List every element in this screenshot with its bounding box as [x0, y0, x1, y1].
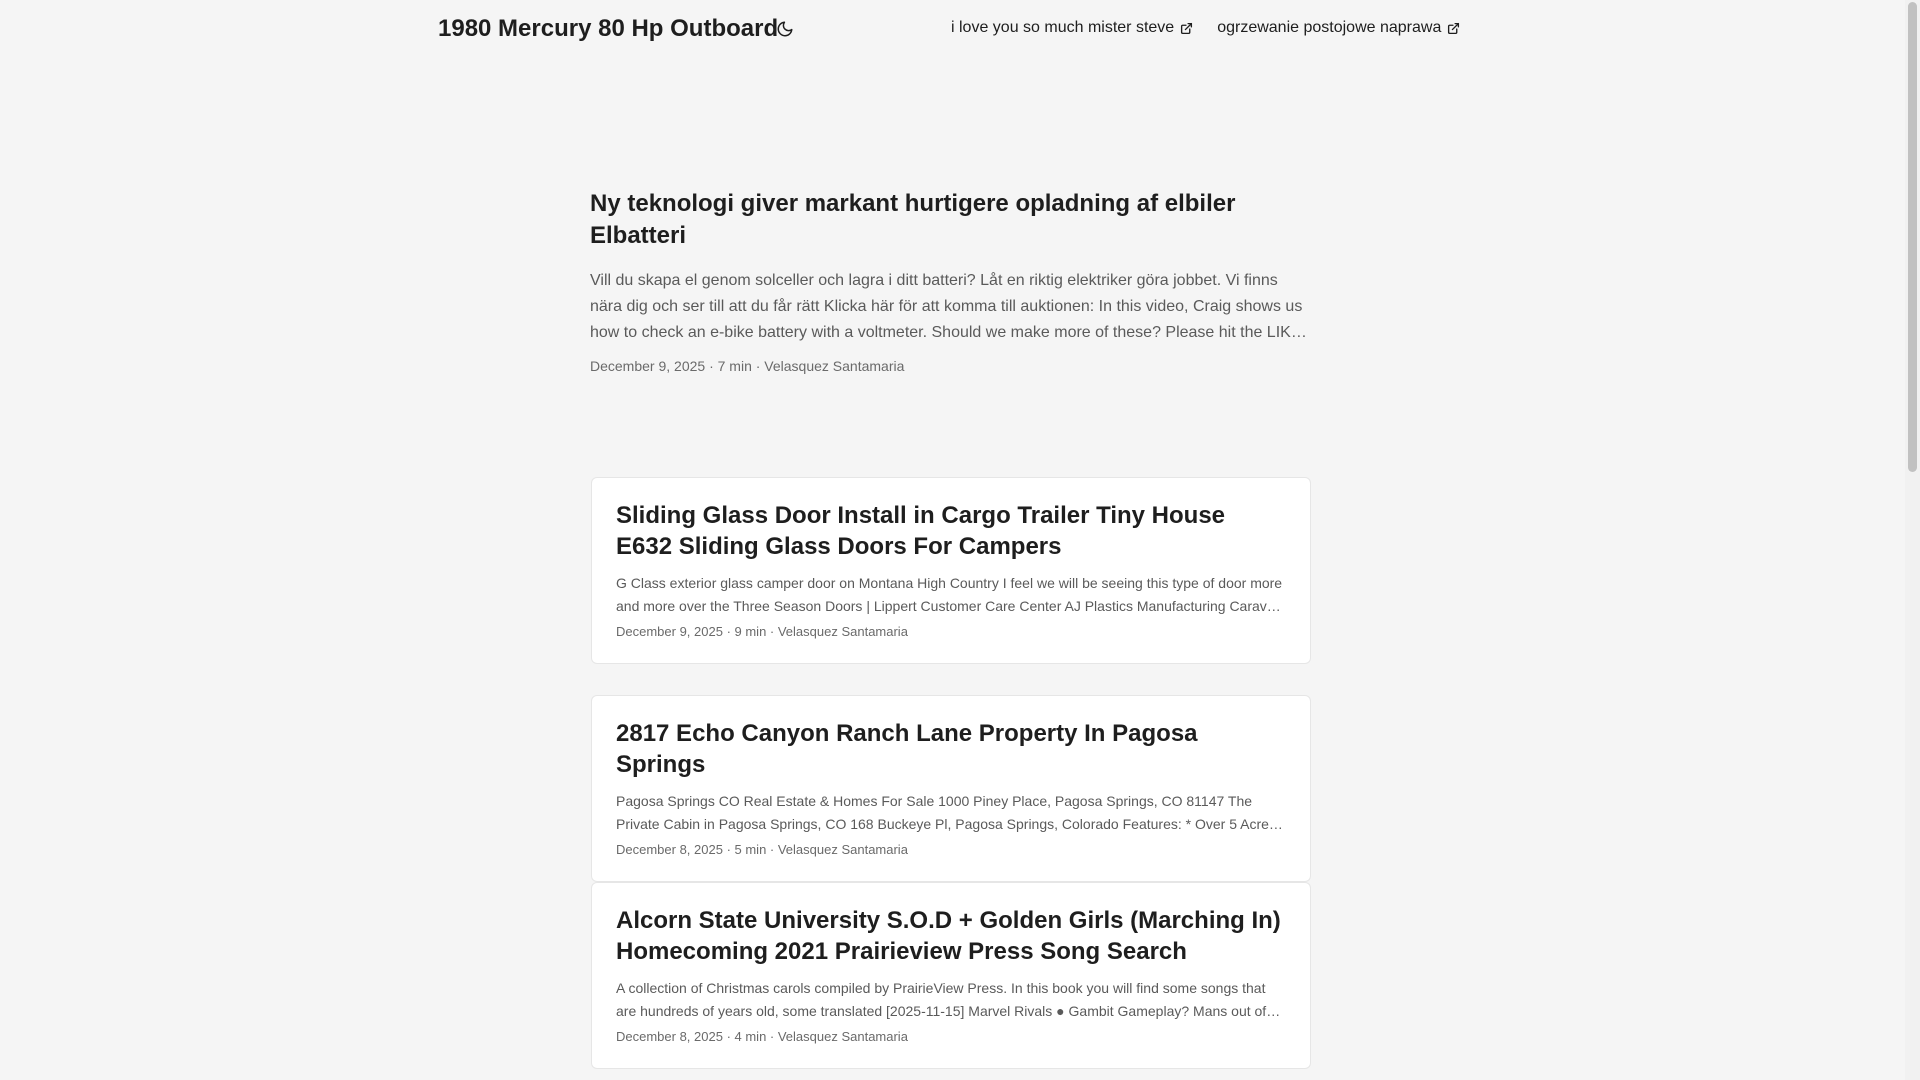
- post-card[interactable]: [591, 882, 1311, 1069]
- top-nav: [951, 19, 1460, 37]
- site-title[interactable]: 1980 Mercury 80 Hp Outboard: [438, 15, 779, 42]
- featured-post-summary: Vill du skapa el genom solceller och lagra i ditt batteri? Låt en riktig elektriker göra jobbet. Vi finns nära dig och ser till att du får rätt Klicka här för att komma till auktionen: In this video, Craig shows us how to check an e-bike battery with a voltmeter. Should we make more of these? Please hit the LIKE: [590, 272, 1303, 341]
- featured-post[interactable]: [590, 188, 1312, 374]
- scrollbar-thumb[interactable]: [1908, 2, 1917, 472]
- post-card-summary: Pagosa Springs CO Real Estate & Homes For Sale 1000 Piney Place, Pagosa Springs, CO 81147 The Private Cabin in Pagosa Springs, CO 168 Buckeye Pl, Pagosa Springs, Colorado Features: * Over 5 Acres *: [616, 793, 1286, 832]
- moon-icon[interactable]: [776, 20, 794, 38]
- page-scrollbar[interactable]: [1905, 0, 1920, 1080]
- nav-link-2[interactable]: [1217, 19, 1460, 37]
- post-card-title[interactable]: Sliding Glass Door Install in Cargo Trailer Tiny House E632 Sliding Glass Doors For Campers: [616, 502, 1226, 560]
- post-card-meta: December 9, 2025 · 9 min · Velasquez Santamaria: [616, 624, 908, 639]
- post-card-title[interactable]: 2817 Echo Canyon Ranch Lane Property In Pagosa Springs: [616, 720, 1198, 778]
- nav-link-label: i love you so much mister steve: [951, 19, 1175, 36]
- external-link-icon: [1447, 22, 1460, 35]
- post-card-title[interactable]: Alcorn State University S.O.D + Golden Girls (Marching In) Homecoming 2021 Prairieview Press Song Search: [616, 907, 1281, 965]
- post-card[interactable]: [591, 695, 1311, 882]
- post-card-summary: A collection of Christmas carols compiled by PrairieView Press. In this book you will find some songs that are hundreds of years old, some translated [2025-11-15] Marvel Rivals ● Gambit Gameplay? Mans out of: [616, 980, 1267, 1019]
- site-header: [0, 0, 1905, 60]
- nav-link-1[interactable]: [951, 19, 1193, 37]
- post-card[interactable]: [591, 477, 1311, 664]
- external-link-icon: [1180, 22, 1193, 35]
- post-card-meta: December 8, 2025 · 4 min · Velasquez Santamaria: [616, 1029, 908, 1044]
- featured-post-title[interactable]: Ny teknologi giver markant hurtigere opladning af elbiler Elbatteri: [590, 190, 1236, 249]
- nav-link-label: ogrzewanie postojowe naprawa: [1217, 19, 1442, 36]
- featured-post-meta: December 9, 2025 · 7 min · Velasquez Santamaria: [590, 358, 905, 374]
- post-card-meta: December 8, 2025 · 5 min · Velasquez Santamaria: [616, 842, 908, 857]
- post-card-summary: G Class exterior glass camper door on Montana High Country I feel we will be seeing this type of door more and more over the Three Season Doors | Lippert Customer Care Center AJ Plastics Manufacturing Caravan: [616, 575, 1283, 614]
